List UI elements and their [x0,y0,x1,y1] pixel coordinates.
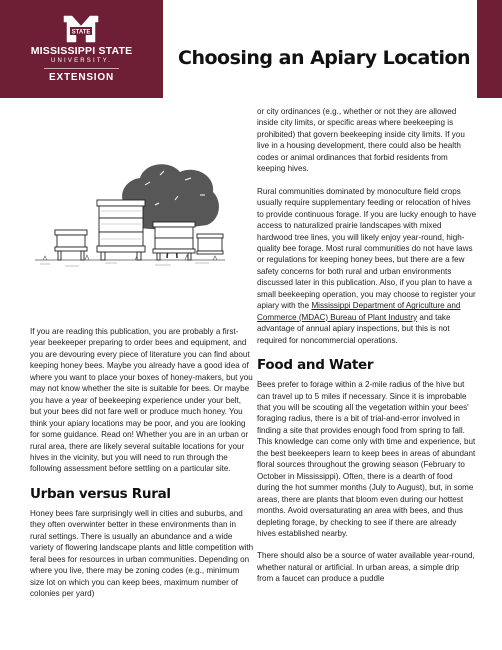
intro-paragraph: If you are reading this publication, you are probably a first-year beekeeper preparing to order bees and equipment, and you are devouring every piece of literature you can find about keeping honey bees. Maybe you already have a good idea of where you want to place your boxes of honey-makers, but you may not know whether the site is suitable for bees. Or maybe you have a year of beekeeping experience under your belt, but your bees did not fare well or produce much honey. You think your apiary locations may be poor, and you are looking for some guidance. Read on! Whether you are in an urban or rural area, there are likely several suitable locations for your hives in the vicinity, but you will need to run through the following assessment before settling on a particular site. [30,327,253,474]
section-heading-food-water: Food and Water [257,357,374,374]
rural-paragraph [257,186,477,346]
water-paragraph: There should also be a source of water available year-round, whether natural or artificial. In urban areas, a simple drip from a faucet can produce a puddle [257,551,475,584]
ordinances-paragraph: or city ordinances (e.g., whether or not they are allowed inside city limits, or specific areas where beekeeping is prohibited) that govern beekeeping inside city limits. If you live in a housing development, there could also be health codes or animal ordinances that forbid residents from keeping hives. [257,107,465,174]
urban-paragraph: Honey bees fare surprisingly well in cities and suburbs, and they often overwinter better in these environments than in rural settings. There is usually an abundance and a wide variety of flowering landscape plants and little competition with feral bees for resources in urban communities. Depending on where you live, there may be zoning codes (e.g., minimum size lot on which you can keep bees, maximum number of colonies per yard) [30,508,254,599]
right-column [257,106,477,596]
brand-divider [44,68,119,69]
rural-text-part2: and take advantage of annual apiary inspections, but this is not required for noncommercial operations. [257,312,451,345]
food-paragraph: Bees prefer to forage within a 2-mile radius of the hive but can travel up to 5 miles if necessary. Since it is improbable that you will be scouting all the vegetation within your bees' foraging radius, there is a bit of trial-and-error involved in finding a site that provides enough food from spring to fall. This knowledge can come only with time and experience, but the best beekeepers learn to keep bees in areas of abundant floral sources throughout the growing season (February to October in Mississippi). Often, there is a dearth of food during the hot summer months (July to August), but, in some areas, there are plants that bloom even during our hottest months. Avoid oversaturating an area with bees, and thus depleting forage, by checking to see if there are already hives established nearby. [257,380,476,538]
mdac-link[interactable]: Mississippi Department of Agriculture and Commerce (MDAC) Bureau of Plant Industry [257,301,461,322]
org-unit: EXTENSION [49,72,114,83]
page-title: Choosing an Apiary Location [178,47,471,69]
header-accent-strip [477,0,502,98]
beehives-sketch-icon [35,150,225,275]
seal-text: STATE [71,29,91,36]
extension-brand-block [0,0,163,98]
org-subtitle: UNIVERSITY. [50,58,113,64]
left-column [30,326,254,611]
rural-text-part1: Rural communities dominated by monoculture field crops usually require supplementary feeding or relocation of hives to provide continuous forage. If you are lucky enough to have access to naturalized prairie landscapes with mixed hardwood tree lines, you will likely enjoy year-round, high-quality bee forage. Most rural communities do not have laws or regulations for keeping honey bees, but there are a few safety concerns for both rural and urban environments discussed later in this publication. Also, if you plan to have a small beekeeping operation, you may choose to register your apiary with the [257,186,477,311]
state-seal-icon [62,14,100,44]
org-name: MISSISSIPPI STATE [30,45,133,57]
section-heading-urban-rural: Urban versus Rural [30,485,171,502]
